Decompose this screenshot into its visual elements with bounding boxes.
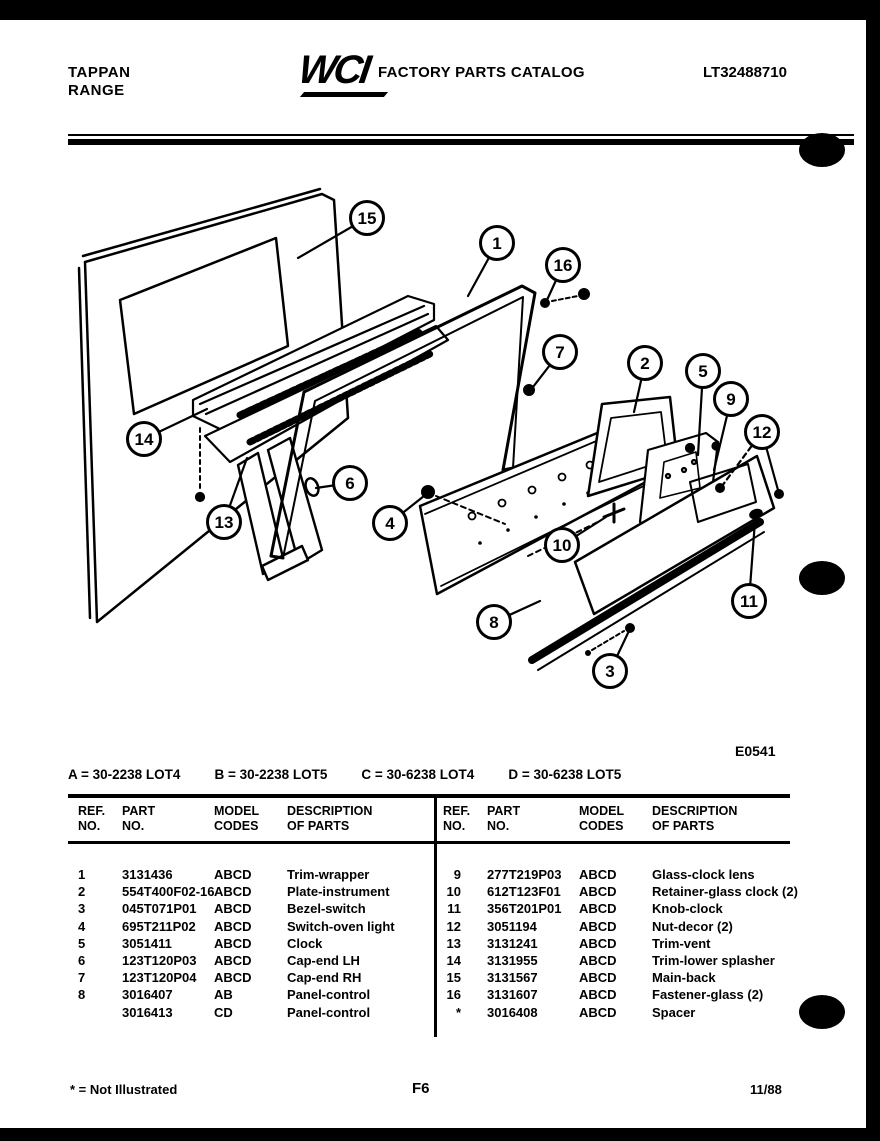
svg-text:13: 13 xyxy=(214,513,234,532)
table-cell-ref: 16 xyxy=(446,987,461,1003)
table-cell-codes: ABCD xyxy=(214,901,252,917)
table-cell-part: 123T120P04 xyxy=(122,970,197,986)
table-cell-desc: Trim-wrapper xyxy=(287,867,370,882)
table-cell-ref: * xyxy=(455,1004,461,1020)
svg-text:4: 4 xyxy=(385,514,395,533)
scan-border-top xyxy=(0,0,880,20)
table-cell-ref: 5 xyxy=(78,935,86,951)
table-cell-ref: 2 xyxy=(78,884,86,900)
table-cell-ref: 1 xyxy=(78,867,86,882)
table-cell-part: 3131241 xyxy=(487,935,538,951)
revision-date: 11/88 xyxy=(750,1082,782,1097)
table-cell-desc: Cap-end RH xyxy=(287,970,362,986)
svg-text:7: 7 xyxy=(555,343,565,362)
model-code: C = 30-6238 LOT4 xyxy=(361,767,475,782)
svg-text:12: 12 xyxy=(752,423,772,442)
table-cell-part: 554T400F02-16 xyxy=(122,884,215,900)
col-header-ref: REF. NO. xyxy=(78,804,106,833)
catalog-title: FACTORY PARTS CATALOG xyxy=(378,64,585,81)
scan-border-right xyxy=(866,0,880,1141)
table-cell-codes: AB xyxy=(214,987,233,1003)
callout-16 xyxy=(547,249,580,301)
svg-text:6: 6 xyxy=(345,474,355,493)
table-cell-codes: ABCD xyxy=(214,970,252,986)
svg-text:16: 16 xyxy=(553,256,573,275)
col-header-part: PART NO. xyxy=(122,804,156,833)
table-cell-part: 3131955 xyxy=(487,953,538,969)
table-cell-part: 3131436 xyxy=(122,867,173,882)
table-cell-ref: 7 xyxy=(78,970,86,986)
brand-line1: TAPPAN xyxy=(68,64,131,81)
callout-4 xyxy=(374,496,425,540)
table-cell-desc: Plate-instrument xyxy=(287,884,390,900)
svg-text:8: 8 xyxy=(489,613,499,632)
callout-6 xyxy=(316,467,367,500)
table-cell-desc: Knob-clock xyxy=(652,901,723,917)
table-header-right xyxy=(443,804,793,834)
table-cell-desc: Trim-vent xyxy=(652,935,711,951)
svg-text:2: 2 xyxy=(640,354,650,373)
table-cell-ref: 11 xyxy=(447,901,461,917)
brand-line2: RANGE xyxy=(68,82,125,99)
parts-table-right xyxy=(443,866,798,1021)
table-cell-codes: ABCD xyxy=(579,987,617,1003)
table-cell-codes: ABCD xyxy=(214,953,252,969)
table-cell-codes: ABCD xyxy=(579,1004,617,1020)
table-cell-ref xyxy=(78,1004,122,1021)
callout-3 xyxy=(594,633,629,688)
wci-logo-underline xyxy=(300,92,388,97)
table-cell-desc: Glass-clock lens xyxy=(652,867,755,882)
table-cell-ref: 9 xyxy=(453,867,461,882)
table-cell-desc: Retainer-glass clock (2) xyxy=(652,884,798,900)
table-cell-ref: 13 xyxy=(446,935,461,951)
table-cell-codes: ABCD xyxy=(579,884,617,900)
table-cell-desc: Cap-end LH xyxy=(287,953,360,969)
table-cell-part: 123T120P03 xyxy=(122,953,197,969)
table-cell-desc: Panel-control xyxy=(287,987,371,1003)
table-center-divider xyxy=(434,794,437,1037)
table-cell-ref: 14 xyxy=(446,953,461,969)
table-cell-ref: 8 xyxy=(78,987,86,1003)
col-header-codes: MODEL CODES xyxy=(214,804,260,833)
table-cell-desc: Nut-decor (2) xyxy=(652,918,733,934)
table-cell-part: 3131607 xyxy=(487,987,538,1003)
table-cell-desc: Trim-lower splasher xyxy=(652,953,775,969)
table-cell-part: 045T071P01 xyxy=(122,901,197,917)
svg-text:15: 15 xyxy=(357,209,377,228)
table-header-left xyxy=(78,804,428,834)
page-number: F6 xyxy=(412,1080,430,1097)
table-cell-ref: 4 xyxy=(78,918,86,934)
table-header-rule xyxy=(68,841,790,844)
table-cell-desc: Bezel-switch xyxy=(287,901,366,917)
callout-8 xyxy=(478,601,541,639)
header-rule-thin xyxy=(68,134,854,136)
model-code: A = 30-2238 LOT4 xyxy=(68,767,181,782)
exploded-parts-diagram xyxy=(55,170,803,728)
binder-hole xyxy=(799,561,845,595)
doc-number: LT32488710 xyxy=(703,64,787,81)
table-cell-part: 3016413 xyxy=(122,1004,173,1020)
table-cell-codes: CD xyxy=(214,1004,233,1020)
not-illustrated-note: * = Not Illustrated xyxy=(70,1082,178,1097)
table-cell-desc: Panel-control xyxy=(287,1004,371,1020)
table-cell-desc: Spacer xyxy=(652,1004,696,1020)
svg-text:3: 3 xyxy=(605,662,615,681)
table-cell-codes: ABCD xyxy=(579,867,617,882)
brand-block xyxy=(68,64,130,100)
table-cell-codes: ABCD xyxy=(214,884,252,900)
col-header-ref: REF. NO. xyxy=(443,804,471,833)
table-cell-ref: 3 xyxy=(78,901,86,917)
table-cell-part: 3051194 xyxy=(487,918,537,934)
svg-text:11: 11 xyxy=(740,592,758,611)
svg-text:9: 9 xyxy=(726,390,736,409)
table-cell-codes: ABCD xyxy=(579,970,617,986)
binder-hole xyxy=(799,995,845,1029)
table-cell-part: 3131567 xyxy=(487,970,538,986)
table-cell-desc: Clock xyxy=(287,935,323,951)
table-cell-desc: Fastener-glass (2) xyxy=(652,987,764,1003)
wci-logo: WCI xyxy=(295,48,371,92)
table-cell-part: 277T219P03 xyxy=(487,867,562,882)
table-cell-ref: 15 xyxy=(446,970,461,986)
table-cell-codes: ABCD xyxy=(214,935,252,951)
table-cell-codes: ABCD xyxy=(579,901,617,917)
table-cell-part: 3051411 xyxy=(122,935,172,951)
callout-7 xyxy=(533,336,577,388)
table-cell-part: 356T201P01 xyxy=(487,901,562,917)
table-cell-codes: ABCD xyxy=(579,953,617,969)
callout-1 xyxy=(468,227,514,297)
col-header-desc: DESCRIPTION OF PARTS xyxy=(652,804,738,833)
scan-border-bottom xyxy=(0,1128,880,1141)
col-header-part: PART NO. xyxy=(487,804,521,833)
table-cell-part: 612T123F01 xyxy=(487,884,561,900)
svg-text:14: 14 xyxy=(134,430,154,449)
table-cell-part: 3016408 xyxy=(487,1004,538,1020)
parts-table-left xyxy=(78,866,430,1021)
table-cell-codes: ABCD xyxy=(579,935,617,951)
svg-text:10: 10 xyxy=(552,536,572,555)
svg-text:5: 5 xyxy=(698,362,708,381)
table-cell-desc: Main-back xyxy=(652,970,716,986)
figure-code: E0541 xyxy=(735,743,776,759)
model-codes-line xyxy=(68,767,655,782)
table-cell-part: 3016407 xyxy=(122,987,173,1003)
header-rule-thick xyxy=(68,139,854,145)
table-cell-desc: Switch-oven light xyxy=(287,918,395,934)
model-code: B = 30-2238 LOT5 xyxy=(214,767,328,782)
table-cell-ref: 6 xyxy=(78,953,86,969)
table-cell-codes: ABCD xyxy=(214,867,252,882)
table-cell-ref: 12 xyxy=(446,918,461,934)
table-cell-codes: ABCD xyxy=(579,918,617,934)
table-cell-part: 695T211P02 xyxy=(122,918,196,934)
col-header-desc: DESCRIPTION OF PARTS xyxy=(287,804,373,833)
col-header-codes: MODEL CODES xyxy=(579,804,625,833)
table-cell-ref: 10 xyxy=(446,884,461,900)
svg-text:1: 1 xyxy=(492,234,502,253)
table-top-rule xyxy=(68,794,790,798)
model-code: D = 30-6238 LOT5 xyxy=(508,767,622,782)
table-cell-codes: ABCD xyxy=(214,918,252,934)
